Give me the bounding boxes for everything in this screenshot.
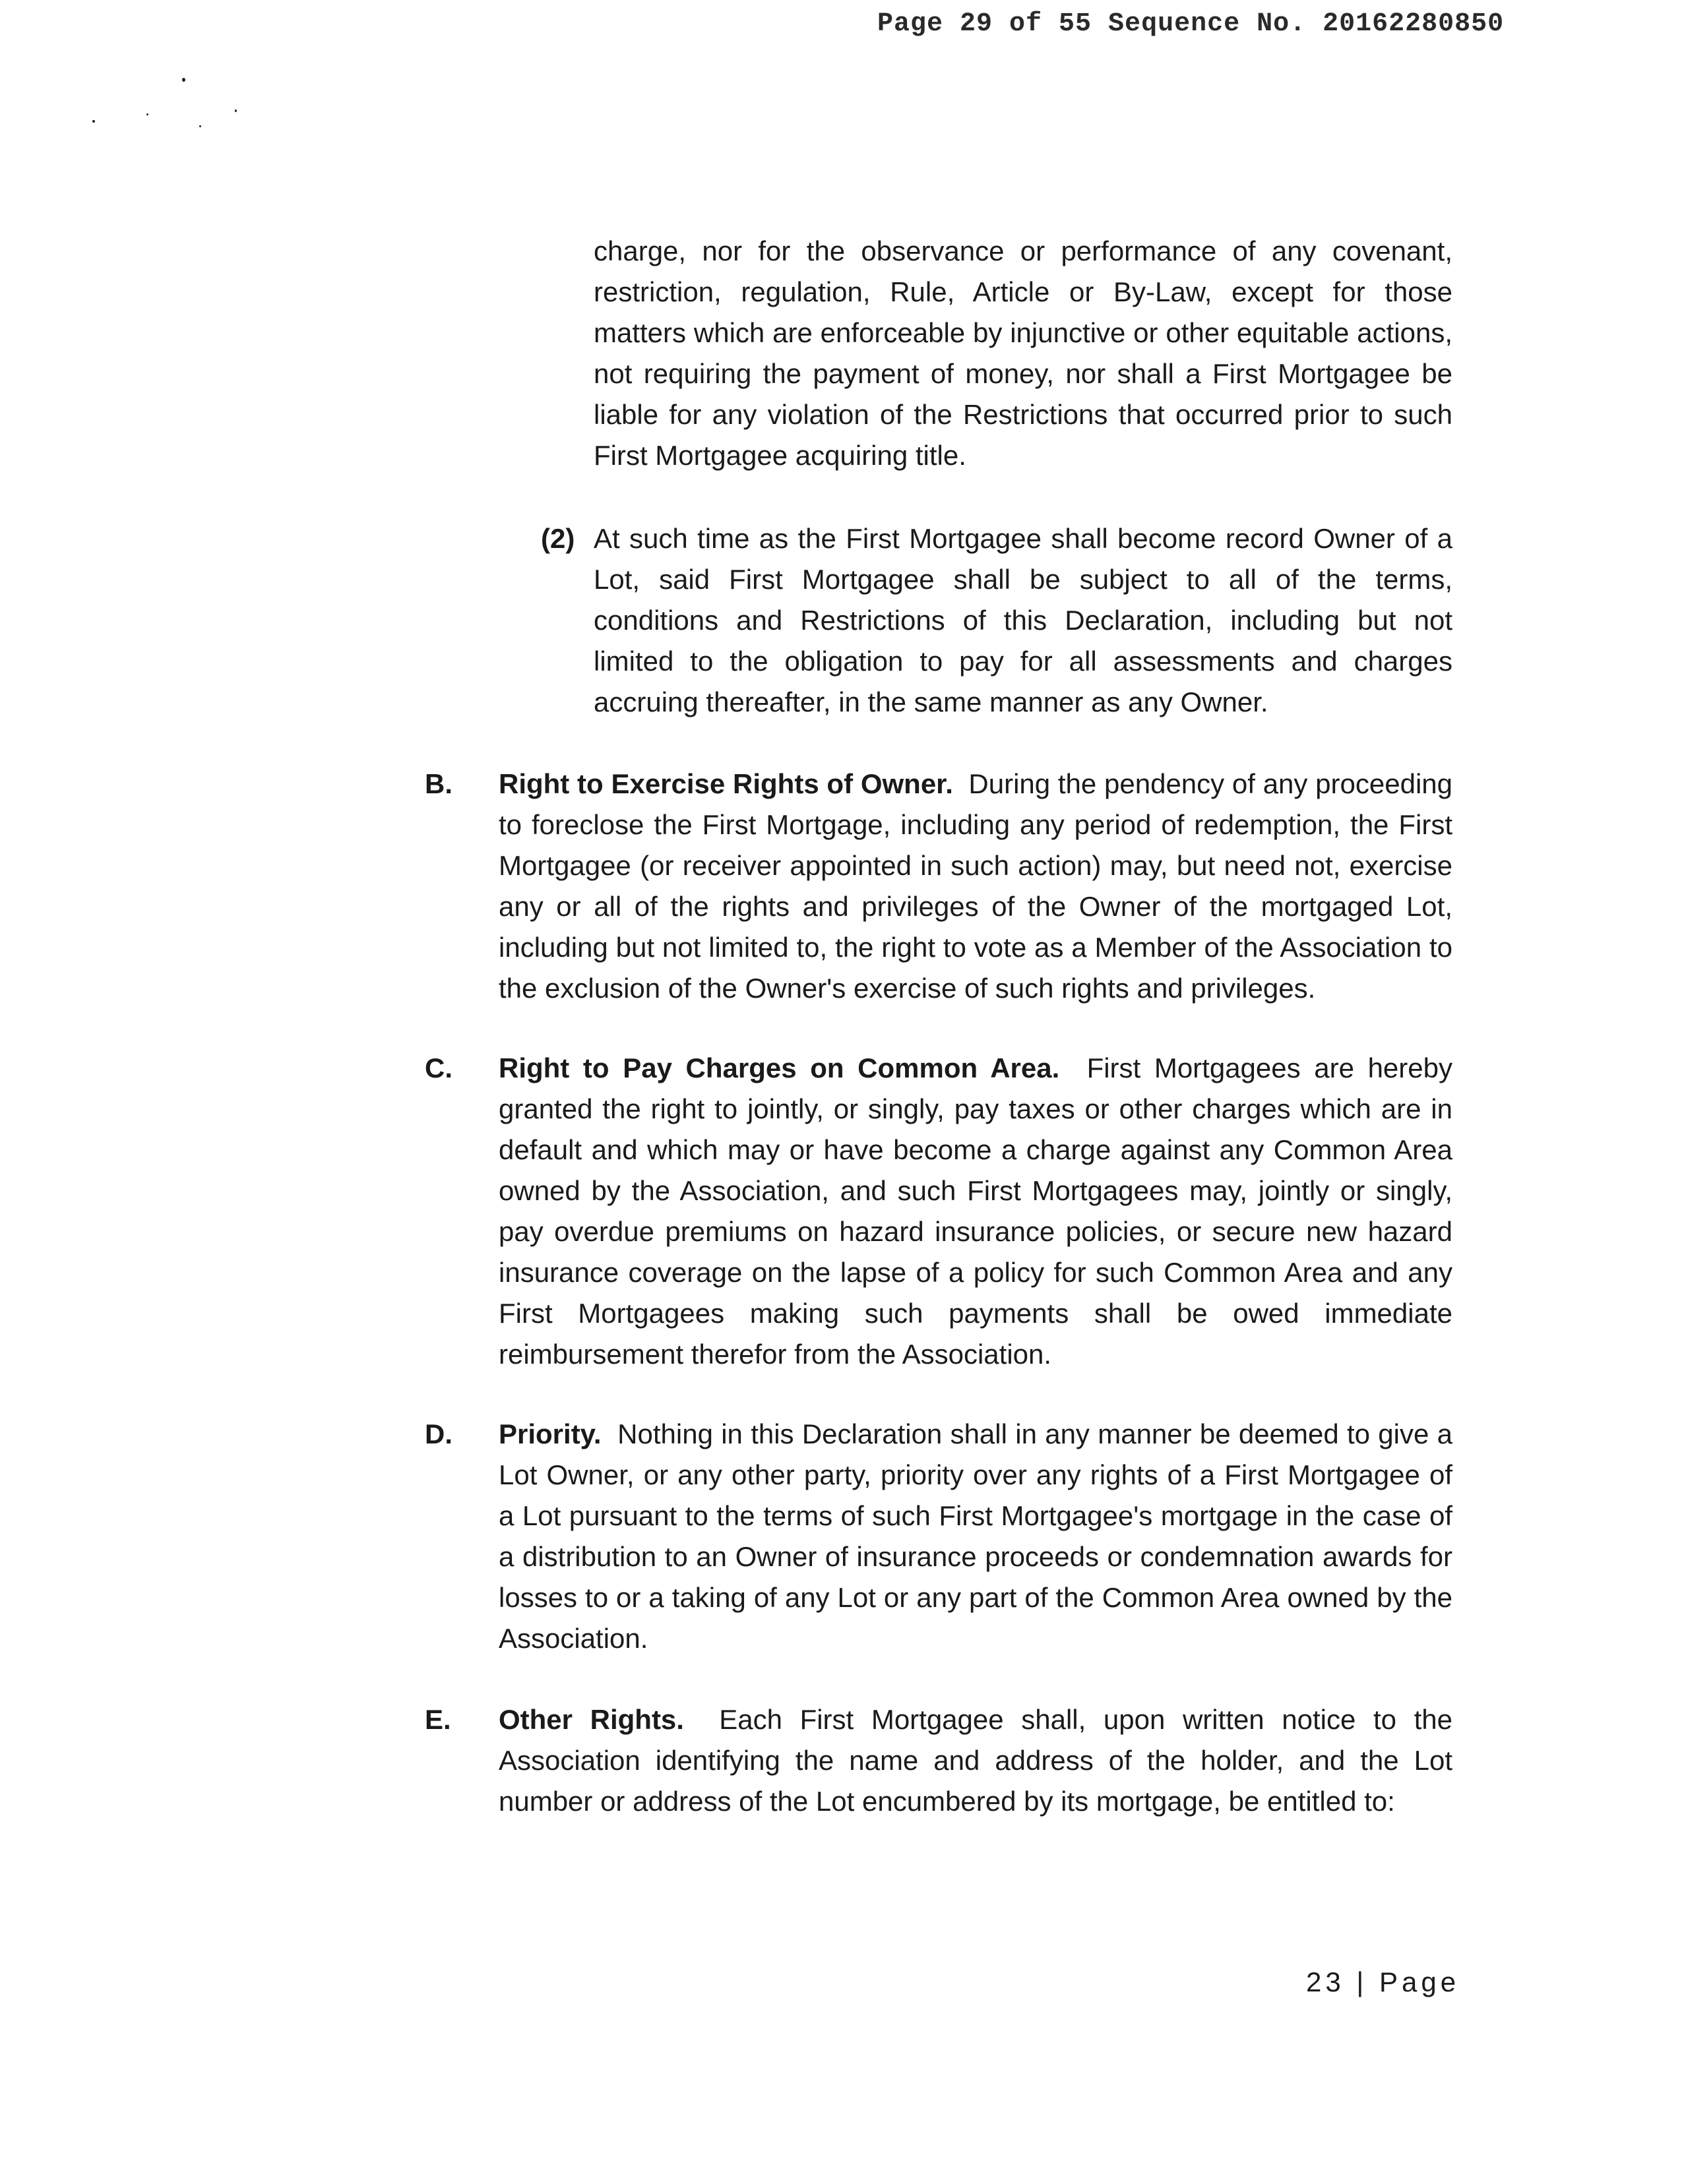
list-item-text: At such time as the First Mortgagee shall become record Owner of a Lot, said First Mortgagee shall be subject to all of the terms, conditions and Restrictions of this Declaration, including but not limited to the obligation to pay for all assessments and charges accruing thereafter, in the same manner as any Owner. [594,523,1452,717]
continuation-paragraph: charge, nor for the observance or performance of any covenant, restriction, regulation, Rule, Article or By-Law, except for those matters which are enforceable by injunctive or other equitable actions, not requiring the payment of money, nor shall a First Mortgagee be liable for any violation of the Restrictions that occurred prior to such First Mortgagee acquiring title. [594,235,1452,471]
page-number-footer: 23 | Page [1306,1966,1460,1997]
section-title: Priority. [499,1418,602,1449]
section-text: Nothing in this Declaration shall in any manner be deemed to give a Lot Owner, or any other party, priority over any rights of a First Mortgagee of a Lot pursuant to the terms of such First Mortgagee's mortgage in the case of a distribution to an Owner of insurance proceeds or condemnation awards for losses to or a taking of any Lot or any part of the Common Area owned by the Association. [499,1418,1452,1654]
section-text: First Mortgagees are hereby granted the right to jointly, or singly, pay taxes or other charges which are in default and which may or have become a charge against any Common Area owned by the Association, and such First Mortgagees may, jointly or singly, pay overdue premiums on hazard insurance policies, or secure new hazard insurance coverage on the lapse of a policy for such Common Area and any First Mortgagees making such payments shall be owed immediate reimbursement therefor from the Association. [499,1052,1452,1370]
section-letter: B. [425,768,452,799]
section-letter: C. [425,1052,452,1083]
sequence-header: Page 29 of 55 Sequence No. 20162280850 [877,9,1505,39]
section-title: Right to Exercise Rights of Owner. [499,768,953,799]
section-letter: D. [425,1418,452,1449]
section-letter: E. [425,1704,451,1735]
section-title: Other Rights. [499,1704,684,1735]
section-title: Right to Pay Charges on Common Area. [499,1052,1060,1083]
list-item-number: (2) [541,523,575,554]
section-text: During the pendency of any proceeding to foreclose the First Mortgage, including any period of redemption, the First Mortgagee (or receiver appointed in such action) may, but need not, exercise any or all of the rights and privileges of the Owner of the mortgaged Lot, including but not limited to, the right to vote as a Member of the Association to the exclusion of the Owner's exercise of such rights and privileges. [499,768,1452,1004]
scan-specks [86,73,257,138]
section-text: Each First Mortgagee shall, upon written notice to the Association identifying the name and address of the holder, and the Lot number or address of the Lot encumbered by its mortgage, be entitled to: [499,1704,1452,1817]
